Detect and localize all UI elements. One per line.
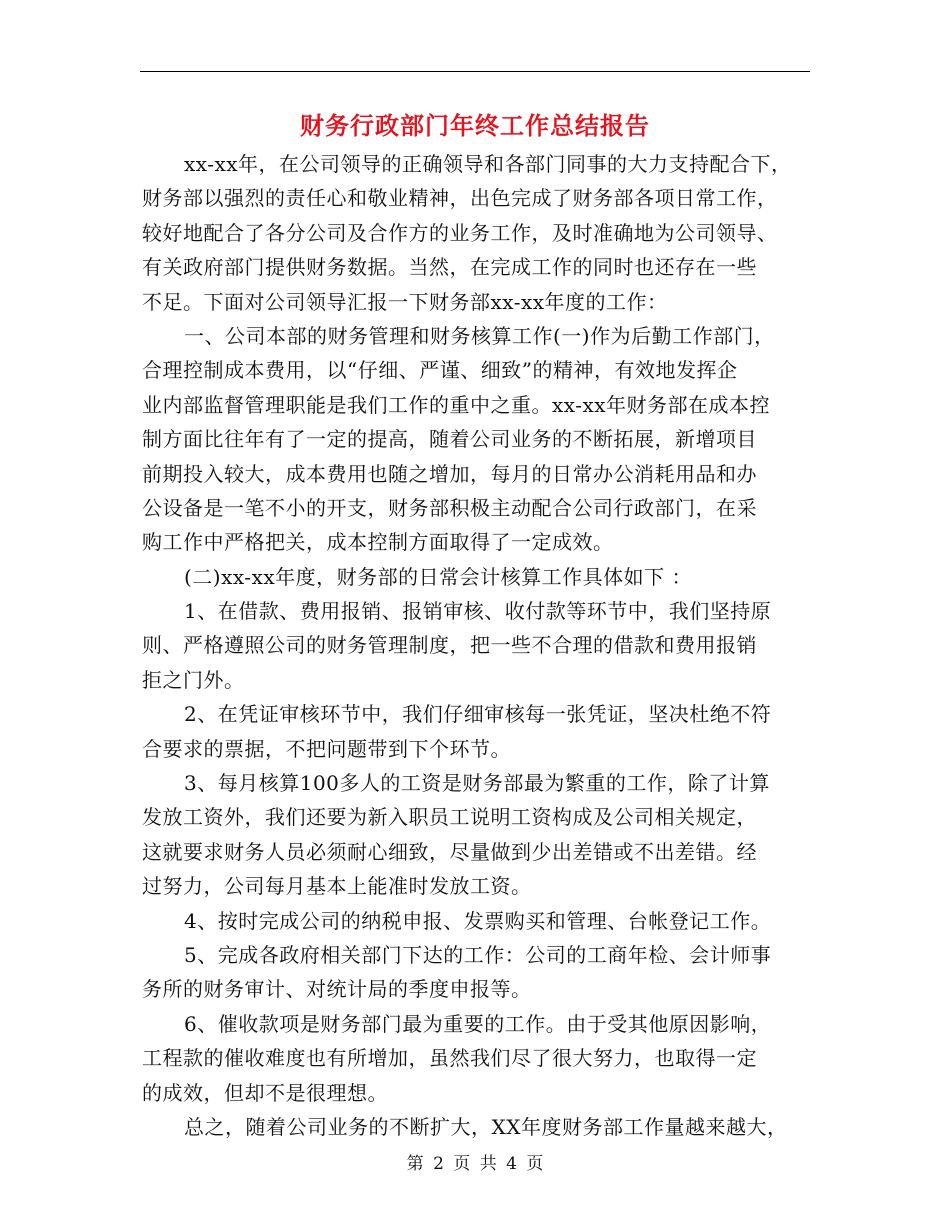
text-line: 前期投入较大，成本费用也随之增加，每月的日常办公消耗用品和办 bbox=[142, 461, 757, 486]
text-line: 3、每月核算100多人的工资是财务部最为繁重的工作，除了计算 bbox=[184, 771, 770, 796]
text-line: 制方面比往年有了一定的提高，随着公司业务的不断拓展，新增项目 bbox=[142, 427, 757, 452]
document-body bbox=[142, 147, 822, 1144]
text-line: 有关政府部门提供财务数据。当然，在完成工作的同时也还存在一些 bbox=[142, 255, 757, 280]
text-line: 工程款的催收难度也有所增加，虽然我们尽了很大努力，也取得一定 bbox=[142, 1046, 757, 1071]
text-line: 合要求的票据，不把问题带到下个环节。 bbox=[142, 736, 511, 761]
text-line: 业内部监督管理职能是我们工作的重中之重。xx-xx年财务部在成本控 bbox=[142, 392, 771, 417]
text-line: 过努力，公司每月基本上能准时发放工资。 bbox=[142, 874, 532, 899]
text-line: 5、完成各政府相关部门下达的工作：公司的工商年检、会计师事 bbox=[184, 942, 772, 967]
text-line: 拒之门外。 bbox=[142, 667, 245, 692]
text-line: 合理控制成本费用，以“仔细、严谨、细致”的精神，有效地发挥企 bbox=[142, 358, 738, 383]
text-line: 则、严格遵照公司的财务管理制度，把一些不合理的借款和费用报销 bbox=[142, 633, 757, 658]
text-line: 购工作中严格把关，成本控制方面取得了一定成效。 bbox=[142, 530, 614, 555]
text-line: 4、按时完成公司的纳税申报、发票购买和管理、台帐登记工作。 bbox=[184, 908, 772, 933]
document-title: 财务行政部门年终工作总结报告 bbox=[300, 111, 650, 140]
text-line: 一、公司本部的财务管理和财务核算工作(一)作为后勤工作部门， bbox=[184, 323, 775, 348]
text-line: 较好地配合了各分公司及合作方的业务工作，及时准确地为公司领导、 bbox=[142, 220, 778, 245]
text-line: 务所的财务审计、对统计局的季度申报等。 bbox=[142, 977, 532, 1002]
text-line: xx-xx年，在公司领导的正确领导和各部门同事的大力支持配合下， bbox=[184, 152, 792, 176]
text-line: 发放工资外，我们还要为新入职员工说明工资构成及公司相关规定， bbox=[142, 805, 757, 830]
header-rule bbox=[140, 71, 810, 72]
text-line: 2、在凭证审核环节中，我们仔细审核每一张凭证，坚决杜绝不符 bbox=[184, 702, 772, 727]
text-line: 财务部以强烈的责任心和敬业精神，出色完成了财务部各项日常工作， bbox=[142, 186, 778, 211]
text-line: 不足。下面对公司领导汇报一下财务部xx-xx年度的工作： bbox=[142, 289, 668, 314]
text-line: 6、催收款项是财务部门最为重要的工作。由于受其他原因影响， bbox=[184, 1011, 772, 1036]
text-line: 1、在借款、费用报销、报销审核、收付款等环节中，我们坚持原 bbox=[184, 599, 772, 624]
text-line: 的成效，但却不是很理想。 bbox=[142, 1080, 388, 1105]
text-line: 公设备是一笔不小的开支，财务部积极主动配合公司行政部门，在采 bbox=[142, 495, 757, 520]
page-footer: 第 2 页 共 4 页 bbox=[406, 1154, 544, 1174]
text-line: 总之，随着公司业务的不断扩大，XX年度财务部工作量越来越大， bbox=[184, 1114, 788, 1139]
text-line: 这就要求财务人员必须耐心细致，尽量做到少出差错或不出差错。经 bbox=[142, 839, 757, 864]
text-line: (二)xx-xx年度，财务部的日常会计核算工作具体如下 ： bbox=[184, 564, 692, 589]
